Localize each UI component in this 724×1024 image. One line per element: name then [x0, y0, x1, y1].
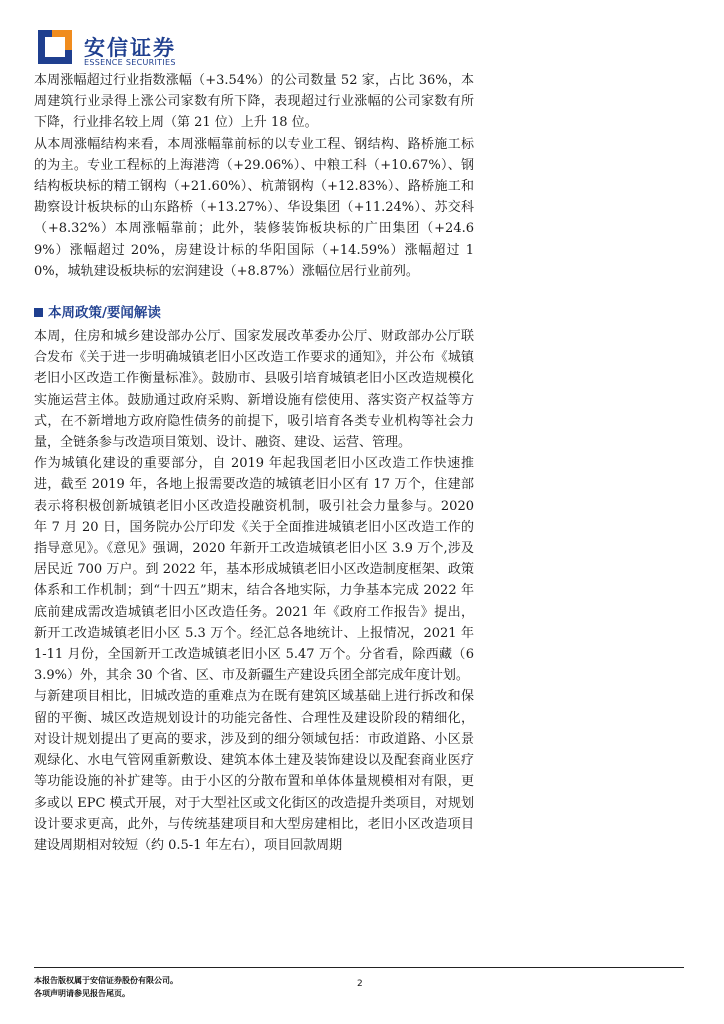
report-body	[34, 70, 474, 856]
paragraph: 与新建项目相比，旧城改造的重难点为在既有建筑区域基础上进行拆改和保留的平衡、城区改造规划设计的功能完备性、合理性及建设阶段的精细化，对设计规划提出了更高的要求，涉及到的细分领域包括：市政道路、小区景观绿化、水电气管网重新敷设、建筑本体土建及装饰建设以及配套商业医疗等功能设施的补扩建等。由于小区的分散布置和单体体量规模相对有限，更多或以 EPC 模式开展，对于大型社区或文化街区的改造提升类项目，对规划设计要求更高，此外，与传统基建项目和大型房建相比，老旧小区改造项目建设周期相对较短（约 0.5-1 年左右），项目回款周期	[34, 689, 474, 853]
paragraph: 从本周涨幅结构来看，本周涨幅靠前标的以专业工程、钢结构、路桥施工标的为主。专业工程标的上海港湾（+29.06%）、中粮工科（+10.67%）、钢结构板块标的精工钢构（+21.60%）、杭萧钢构（+12.83%）、路桥施工和勘察设计板块标的山东路桥（+13.27%）、华设集团（+11.24%）、苏交科（+8.32%）本周涨幅靠前；此外，装修装饰板块标的广田集团（+24.69%）涨幅超过 20%，房建设计标的华阳国际（+14.59%）涨幅超过 10%，城轨建设板块标的宏润建设（+8.87%）涨幅位居行业前列。	[34, 136, 474, 279]
page-number: 2	[357, 979, 363, 989]
footer-disclaimer	[34, 975, 178, 1000]
paragraph: 作为城镇化建设的重要部分，自 2019 年起我国老旧小区改造工作快速推进，截至 2019 年，各地上报需要改造的城镇老旧小区有 17 万个，住建部表示将积极创新城镇老旧小区改造投融资机制，吸引社会力量参与。2020 年 7 月 20 日，国务院办公厅印发《关于全面推进城镇老旧小区改造工作的指导意见》。《意见》强调，2020 年新开工改造城镇老旧小区 3.9 万个,涉及居民近 700 万户。到 2022 年，基本形成城镇老旧小区改造制度框架、政策体系和工作机制；到“十四五”期末，结合各地实际，力争基本完成 2022 年底前建成需改造城镇老旧小区改造任务。2021 年《政府工作报告》提出，新开工改造城镇老旧小区 5.3 万个。经汇总各地统计、上报情况，2021 年 1-11 月份，全国新开工改造城镇老旧小区 5.47 万个。分省看，除西藏（63.9%）外，其余 30 个省、区、市及新疆生产建设兵团全部完成年度计划。	[34, 456, 474, 684]
brand-name-en: ESSENCE SECURITIES	[84, 58, 176, 67]
footer-divider	[34, 967, 684, 968]
paragraph: 本周，住房和城乡建设部办公厅、国家发展改革委办公厅、财政部办公厅联合发布《关于进一步明确城镇老旧小区改造工作要求的通知》，并公布《城镇老旧小区改造工作衡量标准》。鼓励市、县吸引培育城镇老旧小区改造规模化实施运营主体。鼓励通过政府采购、新增设施有偿使用、落实资产权益等方式，在不新增地方政府隐性债务的前提下，吸引培育各类专业机构等社会力量，全链条参与改造项目策划、设计、融资、建设、运营、管理。	[34, 329, 474, 451]
section-heading-text: 本周政策/要闻解读	[48, 305, 161, 322]
brand-name-cn: 安信证券	[84, 36, 176, 60]
essence-logo-icon	[38, 30, 72, 64]
square-bullet-icon	[34, 308, 43, 317]
paragraph: 本周涨幅超过行业指数涨幅（+3.54%）的公司数量 52 家，占比 36%，本周建筑行业录得上涨公司家数有所下降，表现超过行业涨幅的公司家数有所下降，行业排名较上周（第 21 位）上升 18 位。	[34, 73, 474, 131]
disclaimer-line: 各项声明请参见报告尾页。	[34, 988, 130, 998]
disclaimer-line: 本报告版权属于安信证券股份有限公司。	[34, 976, 178, 985]
report-header	[38, 30, 238, 70]
section-heading	[34, 302, 474, 324]
